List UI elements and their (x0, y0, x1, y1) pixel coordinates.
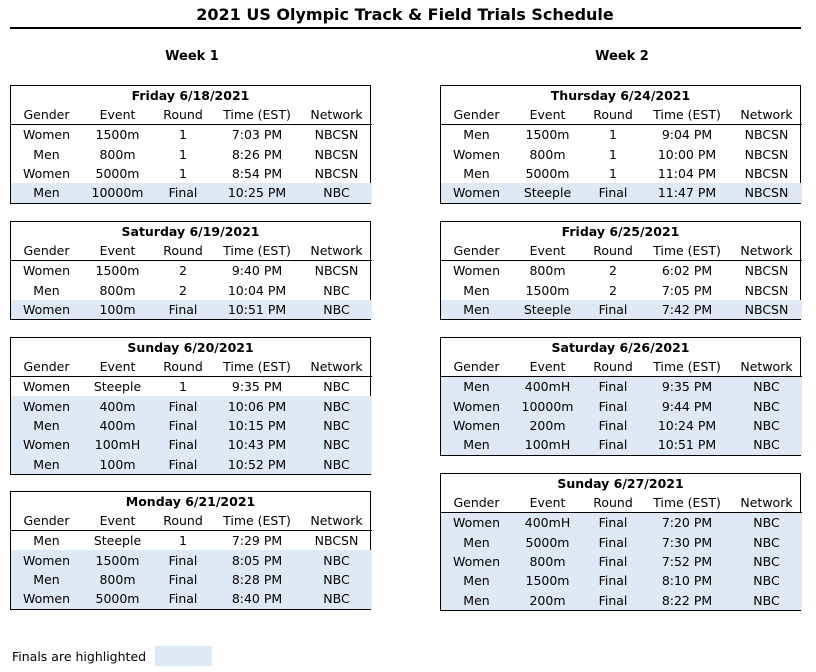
column-header-gender: Gender (11, 357, 82, 377)
column-header-network: Network (731, 241, 802, 261)
table-row (11, 280, 372, 299)
table-row (11, 570, 372, 589)
column-header-gender: Gender (441, 105, 512, 125)
cell-time: 7:42 PM (643, 300, 731, 319)
cell-network: NBCSN (744, 146, 789, 162)
cell-round: Final (583, 532, 643, 551)
cell-gender: Women (441, 416, 512, 435)
column-header-time: Time (EST) (213, 357, 301, 377)
header-row (11, 357, 372, 377)
cell-gender: Men (441, 377, 512, 397)
column-header-time: Time (EST) (213, 511, 301, 531)
schedule-table (11, 105, 372, 203)
day-title: Monday 6/21/2021 (125, 494, 256, 509)
column-header-event: Event (82, 357, 153, 377)
cell-gender: Women (441, 396, 512, 415)
cell-time: 10:15 PM (213, 416, 301, 435)
cell-round: 2 (179, 282, 187, 298)
cell-network: NBCSN (744, 263, 789, 279)
day-schedule-2 (10, 337, 371, 475)
column-header-time: Time (EST) (643, 105, 731, 125)
cell-gender: Women (22, 379, 71, 395)
cell-time: 11:47 PM (643, 183, 731, 202)
cell-time: 9:04 PM (661, 127, 713, 143)
cell-event: 800m (82, 570, 153, 589)
title-underline (10, 27, 801, 29)
column-header-time: Time (EST) (213, 105, 301, 125)
cell-round: Final (583, 591, 643, 610)
cell-gender: Women (11, 550, 82, 569)
day-title: Sunday 6/20/2021 (127, 340, 254, 355)
cell-gender: Men (11, 455, 82, 474)
table-row (11, 125, 372, 145)
week-2-heading: Week 2 (595, 49, 649, 64)
table-row (11, 531, 372, 551)
cell-round: Final (583, 396, 643, 415)
cell-time: 9:35 PM (231, 379, 283, 395)
cell-round: Final (153, 183, 213, 202)
schedule-table (441, 357, 802, 455)
cell-network: NBC (323, 379, 350, 395)
schedule-table (11, 241, 372, 319)
cell-time: 10:06 PM (213, 396, 301, 415)
column-header-event: Event (82, 105, 153, 125)
cell-event: 800m (529, 146, 566, 162)
header-row (441, 105, 802, 125)
table-row (441, 552, 802, 571)
column-header-gender: Gender (441, 357, 512, 377)
table-row (441, 416, 802, 435)
cell-event: 1500m (95, 127, 140, 143)
cell-network: NBC (731, 591, 802, 610)
cell-gender: Women (22, 165, 71, 181)
table-row (11, 396, 372, 415)
cell-time: 8:54 PM (231, 165, 283, 181)
table-row (441, 571, 802, 590)
day-title: Friday 6/25/2021 (561, 224, 680, 239)
cell-network: NBCSN (314, 533, 359, 549)
week-1-heading: Week 1 (165, 49, 219, 64)
cell-event: 800m (529, 263, 566, 279)
table-row (11, 416, 372, 435)
column-header-gender: Gender (441, 493, 512, 513)
cell-gender: Men (441, 435, 512, 454)
table-row (441, 300, 802, 319)
header-row (11, 511, 372, 531)
cell-event: 200m (512, 591, 583, 610)
table-row (11, 455, 372, 474)
column-header-network: Network (731, 357, 802, 377)
day-schedule-0 (10, 85, 371, 204)
cell-gender: Men (441, 571, 512, 590)
cell-gender: Men (33, 533, 60, 549)
table-row (441, 183, 802, 202)
cell-round: 1 (179, 379, 187, 395)
cell-network: NBC (301, 435, 372, 454)
column-header-network: Network (731, 493, 802, 513)
cell-event: 5000m (95, 165, 140, 181)
cell-round: 1 (179, 127, 187, 143)
column-header-gender: Gender (11, 511, 82, 531)
cell-network: NBC (301, 455, 372, 474)
column-header-event: Event (512, 105, 583, 125)
cell-network: NBCSN (744, 165, 789, 181)
cell-gender: Women (452, 146, 501, 162)
cell-event: Steeple (93, 533, 142, 549)
cell-event: 400m (82, 396, 153, 415)
table-row (441, 144, 802, 163)
cell-time: 7:30 PM (643, 532, 731, 551)
cell-time: 9:40 PM (231, 263, 283, 279)
cell-time: 7:52 PM (643, 552, 731, 571)
cell-network: NBC (731, 532, 802, 551)
cell-round: 1 (179, 146, 187, 162)
column-header-round: Round (153, 105, 213, 125)
cell-event: 1500m (525, 282, 570, 298)
column-header-round: Round (583, 241, 643, 261)
cell-event: Steeple (512, 183, 583, 202)
day-title: Saturday 6/26/2021 (551, 340, 690, 355)
cell-network: NBCSN (314, 127, 359, 143)
cell-gender: Women (22, 127, 71, 143)
cell-event: 400mH (512, 513, 583, 533)
cell-gender: Women (22, 263, 71, 279)
cell-time: 10:51 PM (643, 435, 731, 454)
cell-gender: Men (463, 165, 490, 181)
table-row (11, 300, 372, 319)
cell-network: NBC (301, 300, 372, 319)
column-header-gender: Gender (441, 241, 512, 261)
schedule-table (11, 357, 372, 474)
cell-gender: Men (11, 183, 82, 202)
cell-time: 10:24 PM (643, 416, 731, 435)
schedule-table (441, 105, 802, 203)
schedule-table (11, 511, 372, 609)
column-header-time: Time (EST) (643, 493, 731, 513)
cell-gender: Women (11, 396, 82, 415)
table-row (441, 396, 802, 415)
cell-network: NBC (301, 183, 372, 202)
cell-event: 1500m (525, 127, 570, 143)
table-row (11, 183, 372, 202)
cell-event: 10000m (82, 183, 153, 202)
cell-event: 5000m (525, 165, 570, 181)
cell-round: Final (153, 589, 213, 608)
cell-time: 10:43 PM (213, 435, 301, 454)
cell-round: Final (583, 416, 643, 435)
cell-network: NBC (731, 396, 802, 415)
day-title: Thursday 6/24/2021 (550, 88, 691, 103)
column-header-event: Event (512, 241, 583, 261)
cell-gender: Women (441, 513, 512, 533)
cell-time: 8:26 PM (231, 146, 283, 162)
cell-network: NBCSN (744, 127, 789, 143)
cell-gender: Men (441, 532, 512, 551)
cell-gender: Men (33, 282, 60, 298)
cell-round: Final (153, 396, 213, 415)
cell-gender: Men (463, 282, 490, 298)
cell-network: NBC (301, 570, 372, 589)
cell-gender: Women (11, 300, 82, 319)
column-header-gender: Gender (11, 241, 82, 261)
cell-event: Steeple (93, 379, 142, 395)
cell-round: Final (583, 513, 643, 533)
header-row (441, 357, 802, 377)
cell-time: 8:05 PM (213, 550, 301, 569)
day-schedule-5 (440, 221, 801, 320)
cell-time: 10:25 PM (213, 183, 301, 202)
legend-swatch (155, 646, 212, 666)
cell-gender: Men (33, 146, 60, 162)
column-header-network: Network (301, 511, 372, 531)
cell-network: NBC (323, 282, 350, 298)
column-header-time: Time (EST) (643, 241, 731, 261)
cell-time: 10:51 PM (213, 300, 301, 319)
cell-time: 8:22 PM (643, 591, 731, 610)
cell-time: 7:03 PM (231, 127, 283, 143)
cell-time: 8:10 PM (643, 571, 731, 590)
cell-time: 9:35 PM (643, 377, 731, 397)
table-row (441, 377, 802, 397)
cell-event: 400m (82, 416, 153, 435)
table-row (11, 435, 372, 454)
cell-network: NBC (731, 552, 802, 571)
cell-time: 7:29 PM (231, 533, 283, 549)
cell-event: 5000m (82, 589, 153, 608)
cell-gender: Men (441, 591, 512, 610)
cell-network: NBC (731, 435, 802, 454)
column-header-round: Round (153, 241, 213, 261)
cell-network: NBCSN (314, 146, 359, 162)
cell-network: NBC (301, 416, 372, 435)
table-row (441, 532, 802, 551)
day-schedule-6 (440, 337, 801, 456)
cell-round: Final (583, 435, 643, 454)
cell-gender: Women (441, 552, 512, 571)
cell-gender: Men (463, 127, 490, 143)
cell-time: 10:04 PM (227, 282, 287, 298)
cell-event: 800m (99, 146, 136, 162)
cell-round: 1 (609, 165, 617, 181)
cell-network: NBCSN (731, 183, 802, 202)
cell-time: 7:20 PM (643, 513, 731, 533)
cell-round: 1 (609, 146, 617, 162)
cell-time: 8:28 PM (213, 570, 301, 589)
cell-event: 200m (512, 416, 583, 435)
table-row (441, 513, 802, 533)
cell-round: Final (153, 455, 213, 474)
cell-network: NBCSN (314, 165, 359, 181)
cell-round: 2 (609, 263, 617, 279)
cell-time: 7:05 PM (661, 282, 713, 298)
cell-time: 6:02 PM (661, 263, 713, 279)
schedule-table (441, 241, 802, 319)
table-row (441, 261, 802, 281)
cell-event: 800m (99, 282, 136, 298)
cell-time: 11:04 PM (657, 165, 717, 181)
cell-network: NBC (731, 571, 802, 590)
cell-gender: Women (11, 435, 82, 454)
column-header-round: Round (583, 493, 643, 513)
cell-network: NBC (731, 416, 802, 435)
header-row (11, 105, 372, 125)
cell-event: 100mH (82, 435, 153, 454)
cell-round: Final (583, 300, 643, 319)
table-row (11, 377, 372, 397)
header-row (441, 493, 802, 513)
column-header-network: Network (301, 105, 372, 125)
day-schedule-7 (440, 473, 801, 611)
page-title: 2021 US Olympic Track & Field Trials Schedule (196, 5, 614, 24)
schedule-table (441, 493, 802, 610)
column-header-round: Round (153, 357, 213, 377)
cell-round: Final (583, 183, 643, 202)
cell-round: Final (583, 552, 643, 571)
table-row (441, 591, 802, 610)
cell-event: 1500m (95, 263, 140, 279)
cell-time: 8:40 PM (213, 589, 301, 608)
cell-round: Final (153, 300, 213, 319)
cell-round: 1 (609, 127, 617, 143)
cell-time: 9:44 PM (643, 396, 731, 415)
table-row (11, 550, 372, 569)
column-header-network: Network (301, 357, 372, 377)
cell-round: Final (153, 550, 213, 569)
cell-network: NBC (731, 377, 802, 397)
legend-label: Finals are highlighted (12, 649, 147, 664)
cell-event: 1500m (512, 571, 583, 590)
cell-round: Final (583, 377, 643, 397)
cell-gender: Men (11, 570, 82, 589)
cell-event: 400mH (512, 377, 583, 397)
table-row (441, 435, 802, 454)
column-header-event: Event (512, 493, 583, 513)
cell-round: 2 (609, 282, 617, 298)
column-header-network: Network (301, 241, 372, 261)
cell-gender: Men (441, 300, 512, 319)
cell-network: NBCSN (731, 300, 802, 319)
column-header-round: Round (583, 105, 643, 125)
cell-gender: Women (441, 183, 512, 202)
cell-round: Final (153, 570, 213, 589)
table-row (441, 280, 802, 299)
cell-event: 800m (512, 552, 583, 571)
day-title: Saturday 6/19/2021 (121, 224, 260, 239)
column-header-event: Event (82, 511, 153, 531)
cell-network: NBC (301, 589, 372, 608)
table-row (441, 125, 802, 145)
cell-time: 10:52 PM (213, 455, 301, 474)
column-header-gender: Gender (11, 105, 82, 125)
cell-event: 100m (82, 300, 153, 319)
day-title: Friday 6/18/2021 (131, 88, 250, 103)
cell-round: Final (153, 435, 213, 454)
cell-round: Final (583, 571, 643, 590)
column-header-event: Event (82, 241, 153, 261)
cell-round: 2 (179, 263, 187, 279)
table-row (441, 164, 802, 183)
column-header-round: Round (153, 511, 213, 531)
day-schedule-3 (10, 491, 371, 610)
table-row (11, 164, 372, 183)
cell-network: NBC (731, 513, 802, 533)
cell-network: NBC (301, 550, 372, 569)
table-row (11, 261, 372, 281)
cell-gender: Women (452, 263, 501, 279)
cell-network: NBCSN (314, 263, 359, 279)
cell-event: 5000m (512, 532, 583, 551)
cell-event: Steeple (512, 300, 583, 319)
day-schedule-1 (10, 221, 371, 320)
column-header-time: Time (EST) (643, 357, 731, 377)
cell-event: 100mH (512, 435, 583, 454)
table-row (11, 589, 372, 608)
cell-round: Final (153, 416, 213, 435)
column-header-time: Time (EST) (213, 241, 301, 261)
cell-gender: Men (11, 416, 82, 435)
cell-time: 10:00 PM (657, 146, 717, 162)
table-row (11, 144, 372, 163)
cell-event: 10000m (512, 396, 583, 415)
day-title: Sunday 6/27/2021 (557, 476, 684, 491)
cell-gender: Women (11, 589, 82, 608)
column-header-network: Network (731, 105, 802, 125)
column-header-event: Event (512, 357, 583, 377)
column-header-round: Round (583, 357, 643, 377)
cell-round: 1 (179, 165, 187, 181)
cell-network: NBCSN (744, 282, 789, 298)
header-row (11, 241, 372, 261)
cell-event: 1500m (82, 550, 153, 569)
header-row (441, 241, 802, 261)
cell-round: 1 (179, 533, 187, 549)
cell-network: NBC (301, 396, 372, 415)
cell-event: 100m (82, 455, 153, 474)
day-schedule-4 (440, 85, 801, 204)
